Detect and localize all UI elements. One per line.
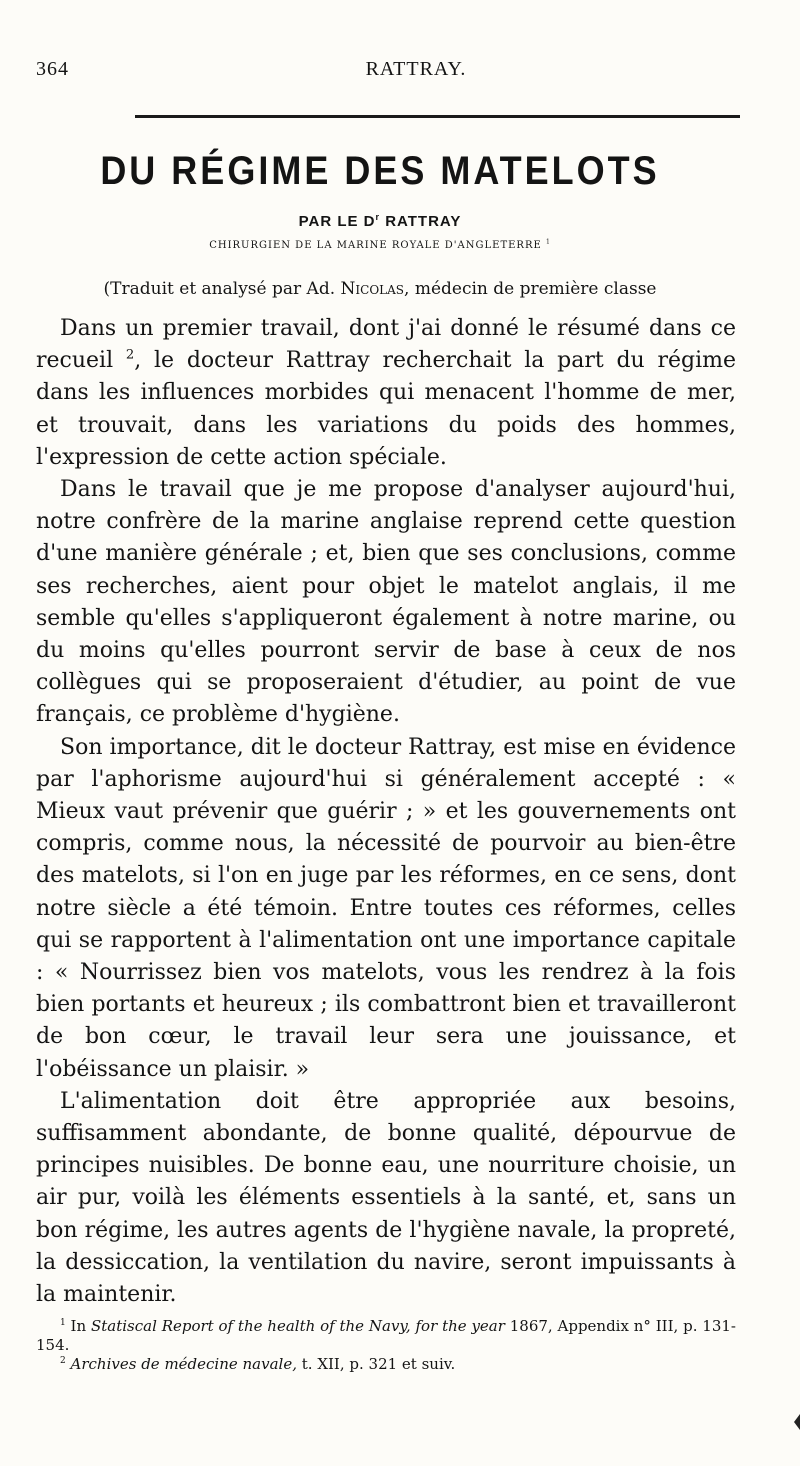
footnote [36,1355,736,1374]
scan-edge-mark [794,1414,800,1430]
byline-name: RATTRAY [380,213,462,230]
footnote-ref: 2 [125,347,135,363]
byline-sup: r [375,212,381,222]
paragraph [36,474,736,732]
translation-note [0,279,760,299]
paragraph [36,1086,736,1311]
footnote-number: 1 [60,1318,66,1328]
page-number: 364 [36,58,69,80]
footnote-title: Statiscal Report of the health of the Navy, for the year [90,1317,505,1335]
footnote-text: 1867, Appendix n° III, p. 131-154. [36,1317,736,1354]
footnotes [36,1317,736,1374]
paragraph-text: L'alimentation doit être appropriée aux besoins, suffisamment abondante, de bonne qualité, dépourvue de principes nuisibles. De bonne eau, une nourriture choisie, un air pur, voilà les éléments essentiels à la santé, et, sans un bon régime, les autres agents de l'hygiène navale, la propreté, la dessiccation, la ventilation du navire, seront impuissants à la maintenir. [36,1088,736,1308]
footnote-text: In [65,1317,91,1335]
paragraph-text: , le docteur Rattray recherchait la part du régime dans les influences morbides qui menacent l'homme de mer, et trouvait, dans les variations du poids des hommes, l'expression de cette action spéciale. [36,348,736,470]
author-byline [0,213,760,230]
affiliation-note-ref: 1 [545,238,551,246]
author-affiliation [0,240,760,251]
paragraph-text: Dans un premier travail, dont j'ai donné le résumé dans ce recueil [36,316,736,374]
header-rule [135,115,740,118]
page-header [36,58,736,88]
footnote-title: Archives de médecine navale, [70,1355,297,1373]
running-head: RATTRAY. [365,58,467,80]
article-body [36,313,736,1311]
translator-name: Nicolas [340,279,405,299]
paragraph [36,313,736,474]
footnote [36,1317,736,1355]
paragraph-text: Son importance, dit le docteur Rattray, est mise en évidence par l'aphorisme aujourd'hui si généralement accepté : « Mieux vaut prévenir que guérir ; » et les gouvernements ont compris, comme nous, la nécessité de pourvoir au bien-être des matelots, si l'on en juge par les réformes, en ce sens, dont notre siècle a été témoin. Entre toutes ces réformes, celles qui se rapportent à l'alimentation ont une importance capitale : « Nourrissez bien vos matelots, vous les rendrez à la fois bien portants et heureux ; ils combattront bien et travailleront de bon cœur, le travail leur sera une jouissance, et l'obéissance un plaisir. » [36,734,736,1082]
footnote-text: t. XII, p. 321 et suiv. [297,1355,456,1373]
paragraph-text: Dans le travail que je me propose d'analyser aujourd'hui, notre confrère de la marine anglaise reprend cette question d'une manière générale ; et, bien que ses conclusions, comme ses recherches, aient pour objet le matelot anglais, il me semble qu'elles s'appliqueront également à notre marine, ou du moins qu'elles pourront servir de base à ceux de nos collègues qui se proposeraient d'étudier, au point de vue français, ce problème d'hygiène. [36,477,736,728]
article-title: DU RÉGIME DES MATELOTS [100,147,660,193]
footnote-number: 2 [60,1356,66,1366]
byline-prefix: PAR LE D [298,213,376,230]
translation-post: , médecin de première classe [404,279,657,299]
paragraph [36,732,736,1086]
translation-pre: (Traduit et analysé par Ad. [103,279,341,299]
affiliation-text: CHIRURGIEN DE LA MARINE ROYALE D'ANGLETERRE [209,240,546,251]
